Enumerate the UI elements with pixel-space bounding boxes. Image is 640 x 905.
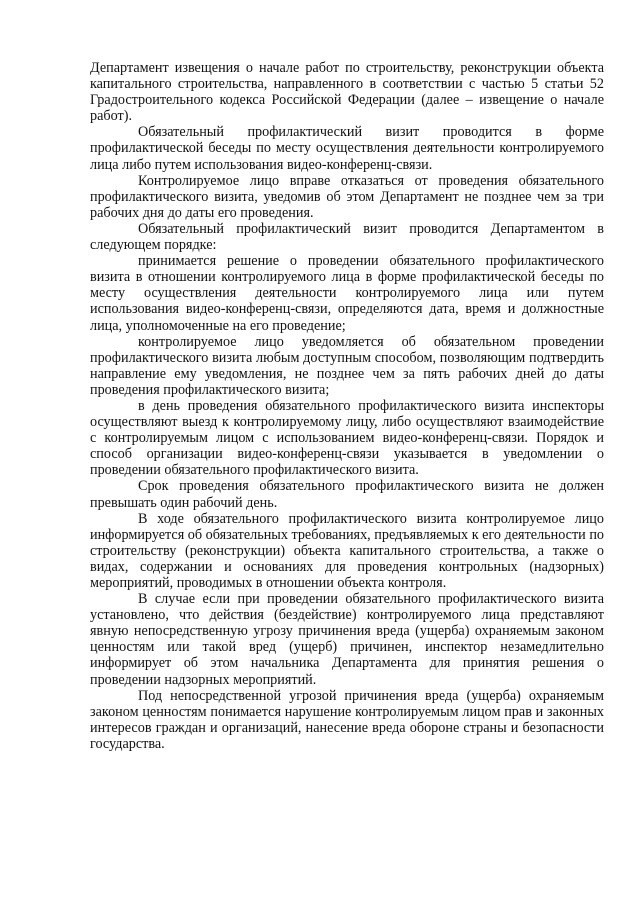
paragraph: Обязательный профилактический визит проводится Департаментом в следующем порядке: [90,220,604,254]
document-page [90,60,604,752]
paragraph: Обязательный профилактический визит проводится в форме профилактической беседы по месту осуществления деятельности контролируемого лица либо путем использования видео-конференц-связи. [90,124,604,173]
paragraph: В случае если при проведении обязательного профилактического визита установлено, что действия (бездействие) контролируемого лица представляют явную непосредственную угрозу причинения вреда (ущерба) охраняемым законом ценностям или такой вред (ущерб) причинен, инспектор незамедлительно информирует об этом начальника Департамента для принятия решения о проведении надзорных мероприятий. [90,591,604,688]
paragraph: Контролируемое лицо вправе отказаться от проведения обязательного профилактического визита, уведомив об этом Департамент не позднее чем за три рабочих дня до даты его проведения. [90,172,604,221]
paragraph: Департамент извещения о начале работ по строительству, реконструкции объекта капитального строительства, направленного в соответствии с частью 5 статьи 52 Градостроительного кодекса Российской Федерации (далее – извещение о начале работ). [90,60,604,125]
list-item: в день проведения обязательного профилактического визита инспекторы осуществляют выезд к контролируемому лицу, либо осуществляют взаимодействие с контролируемым лицом с использованием видео-конференц-связи. Порядок и способ организации видео-конференц-связи указывается в уведомлении о проведении обязательного профилактического визита. [90,397,604,479]
list-item: принимается решение о проведении обязательного профилактического визита в отношении контролируемого лица в форме профилактической беседы по месту осуществления деятельности контролируемого лица или путем использования видео-конференц-связи, определяются дата, время и должностные лица, уполномоченные на его проведение; [90,253,604,334]
list-item: контролируемое лицо уведомляется об обязательном проведении профилактического визита любым доступным способом, позволяющим подтвердить направление ему уведомления, не позднее чем за пять рабочих дней до даты проведения профилактического визита; [90,333,604,398]
paragraph: Срок проведения обязательного профилактического визита не должен превышать один рабочий день. [90,478,604,511]
paragraph: Под непосредственной угрозой причинения вреда (ущерба) охраняемым законом ценностям понимается нарушение контролируемым лицом прав и законных интересов граждан и организаций, нанесение вреда обороне страны и безопасности государства. [90,687,604,752]
paragraph: В ходе обязательного профилактического визита контролируемое лицо информируется об обязательных требованиях, предъявляемых к его деятельности по строительству (реконструкции) объекта капитального строительства, а также о видах, содержании и основаниях для проведения контрольных (надзорных) мероприятий, проводимых в отношении объекта контроля. [90,510,604,591]
